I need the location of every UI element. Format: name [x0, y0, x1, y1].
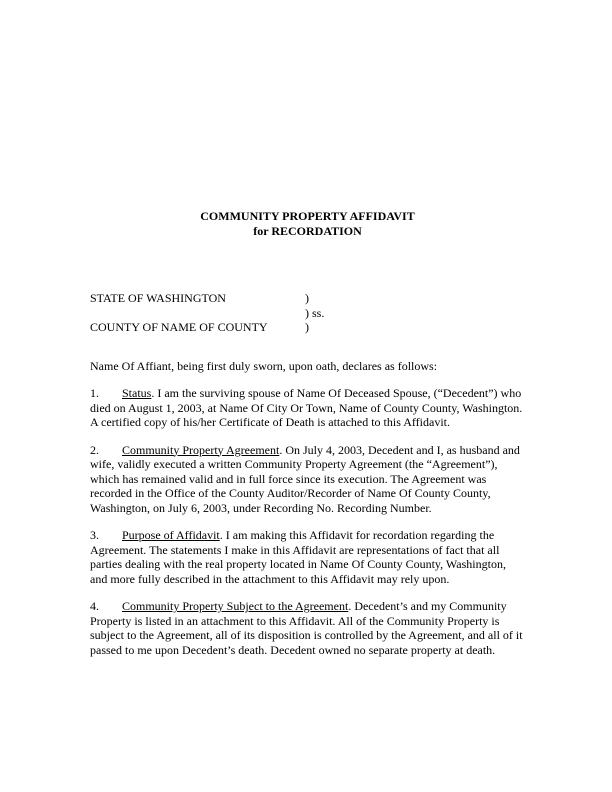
ss-label: ) ss.	[305, 305, 325, 320]
paragraph-body: . On July 4, 2003, Decedent and I, as husband and wife, validly executed a written Community Property Agreement (the “Agreement”), which has remained valid and in full force since its execution. The Agreement was recorded in the Office of the County Auditor/Recorder of Name Of County County, Washington, on July 6, 2003, under Recording No. Recording Number.	[90, 442, 520, 515]
venue-block	[90, 291, 525, 335]
venue-row-ss	[90, 306, 525, 321]
paragraph-community-property-agreement	[90, 443, 525, 516]
venue-row-state	[90, 291, 525, 306]
paragraph-number: 4.	[90, 599, 99, 613]
document-title	[90, 209, 525, 238]
document-title-line1: COMMUNITY PROPERTY AFFIDAVIT	[200, 209, 415, 223]
paragraph-heading: Community Property Agreement	[122, 442, 280, 457]
paragraph-number: 1.	[90, 386, 99, 400]
venue-row-county	[90, 320, 525, 335]
state-label: STATE OF WASHINGTON	[90, 291, 226, 305]
document-title-line2: for RECORDATION	[253, 223, 362, 238]
paragraph-body: . Decedent’s and my Community Property is listed in an attachment to this Affidavit. All of the Community Property is subject to the Agreement, all of its disposition is controlled by the Agreement, and all of it passed to me upon Decedent’s death. Decedent owned no separate property at death.	[90, 599, 523, 657]
state-paren: )	[305, 291, 309, 305]
paragraph-number: 3.	[90, 528, 99, 542]
paragraph-number: 2.	[90, 442, 99, 457]
county-paren: )	[305, 320, 309, 334]
paragraph-heading: Purpose of Affidavit	[122, 528, 220, 542]
paragraph-body: . I am making this Affidavit for recordation regarding the Agreement. The statements I make in this Affidavit are representations of fact that all parties dealing with the real property located in Name Of County County, Washington, and more fully described in the attachment to this Affidavit may rely upon.	[90, 528, 506, 586]
paragraph-community-property-subject	[90, 599, 525, 657]
county-label: COUNTY OF NAME OF COUNTY	[90, 320, 268, 334]
paragraph-heading: Status	[122, 386, 152, 400]
paragraph-body: . I am the surviving spouse of Name Of Deceased Spouse, (“Decedent”) who died on August 1, 2003, at Name Of City Or Town, Name of County County, Washington. A certified copy of his/her Certificate of Death is attached to this Affidavit.	[90, 386, 523, 429]
paragraph-status	[90, 386, 525, 430]
paragraph-purpose-of-affidavit	[90, 528, 525, 586]
affiant-declaration-line: Name Of Affiant, being first duly sworn, upon oath, declares as follows:	[90, 358, 438, 373]
paragraph-heading: Community Property Subject to the Agreement	[122, 599, 349, 613]
ss-spacer	[90, 306, 305, 321]
